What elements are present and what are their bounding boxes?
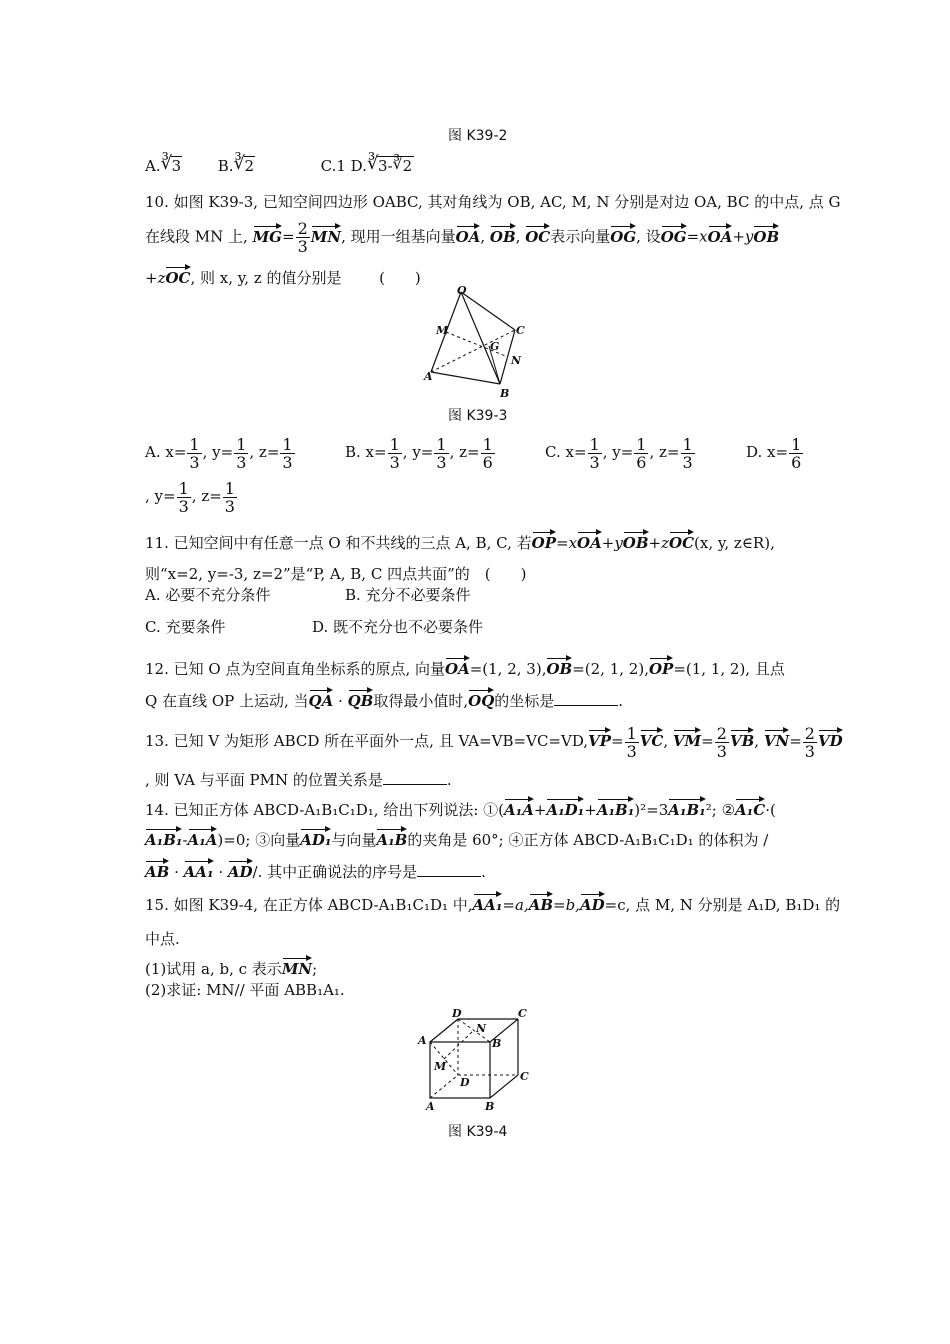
q10-answer-paren: ( ) — [379, 269, 421, 287]
q10-option-a: A. x= $\frac{1}{3}$ , y= $\frac{1}{3}$ , z= $\frac{1}{3}$ — [145, 434, 293, 472]
q14-line-1: 14. 已知正方体 ABCD-A₁B₁C₁D₁, 给出下列说法: ①(A₁A+A₁D₁+A₁B₁)²=3A₁B₁²; ②A₁C·( — [145, 797, 776, 820]
vector-oc-3: OC — [669, 530, 694, 551]
vector-vb: VB — [730, 728, 754, 749]
vector-oq: OQ — [468, 688, 494, 709]
q12-line-1: 12. 已知 O 点为空间直角坐标系的原点, 向量OA=(1, 2, 3),OB=(2, 1, 2),OP=(1, 1, 2), 且点 — [145, 656, 785, 679]
fig4-label-b1: B — [492, 1037, 502, 1050]
fig3-label-o: O — [457, 284, 467, 297]
fraction-two-thirds: $\frac{2}{3}$ — [297, 219, 308, 256]
vector-mn: MN — [311, 224, 341, 245]
vector-vc: VC — [640, 728, 664, 749]
q9-option-a-label: A. — [145, 157, 161, 175]
vector-a1a: A₁A — [504, 797, 534, 818]
vector-oa-2: OA — [708, 224, 733, 245]
vector-oc-2: OC — [165, 265, 190, 286]
vector-oa: OA — [456, 224, 481, 245]
fig3-label-a: A — [424, 370, 433, 383]
q11-option-c: C. 充要条件 — [145, 618, 226, 636]
q10-option-b: B. x= $\frac{1}{3}$ , y= $\frac{1}{3}$ , z= $\frac{1}{6}$ — [345, 434, 493, 472]
vector-aa1: AA₁ — [184, 859, 214, 880]
q14-answer-blank — [417, 862, 481, 877]
vector-ob-3: OB — [623, 530, 649, 551]
fig4-label-d1: D — [452, 1007, 462, 1020]
q10-option-d: D. x= $\frac{1}{6}$ — [746, 434, 802, 472]
q15-line-2: 中点. — [145, 930, 180, 948]
vector-ab: AB — [145, 859, 169, 880]
q15-part-1: (1)试用 a, b, c 表示MN; — [145, 956, 317, 979]
q11-line-1: 11. 已知空间中有任意一点 O 和不共线的三点 A, B, C, 若OP=xOA+yOB+zOC(x, y, z∈R), — [145, 530, 775, 553]
vector-aa1-2: AA₁ — [473, 892, 503, 913]
vector-qa: QA — [309, 688, 334, 709]
fig4-label-d: D — [460, 1076, 470, 1089]
vector-ab-2: AB — [529, 892, 553, 913]
q9-option-a-root: ∛ 3 — [160, 153, 182, 175]
fig4-label-n: N — [476, 1022, 487, 1035]
vector-a1b1: A₁B₁ — [597, 797, 634, 818]
vector-vn: VN — [764, 728, 789, 749]
q14-line-2: A₁B₁-A₁A)=0; ③向量AD₁与向量A₁B的夹角是 60°; ④正方体 ABCD-A₁B₁C₁D₁ 的体积为 / — [145, 827, 768, 850]
vector-ad: AD — [228, 859, 253, 880]
vector-ad-2: AD — [580, 892, 605, 913]
vector-a1d1: A₁D₁ — [546, 797, 584, 818]
vector-og: OG — [610, 224, 636, 245]
q10-option-c: C. x= $\frac{1}{3}$ , y= $\frac{1}{6}$ , z= $\frac{1}{3}$ — [545, 434, 693, 472]
vector-op-2: OP — [649, 656, 673, 677]
q12-line-2: Q 在直线 OP 上运动, 当QA · QB取得最小值时,OQ的坐标是 . — [145, 688, 623, 711]
q9-option-d-label: D. — [350, 157, 367, 175]
vector-a1b1-2: A₁B₁ — [668, 797, 705, 818]
vector-a1a-2: A₁A — [188, 827, 218, 848]
fig4-label-b: B — [485, 1100, 495, 1113]
q13-answer-blank — [383, 770, 447, 785]
vector-og-2: OG — [661, 224, 687, 245]
q9-option-c: C.1 — [320, 157, 346, 175]
vector-ob: OB — [490, 224, 516, 245]
q10-line-2: 在线段 MN 上, MG= $\frac{2}{3}$ MN, 现用一组基向量OA, OB, OC表示向量OG, 设OG=xOA+yOB — [145, 219, 780, 256]
fig3-label-b: B — [500, 387, 510, 400]
vector-oc: OC — [525, 224, 550, 245]
q9-options — [145, 153, 414, 176]
q15-part-2: (2)求证: MN// 平面 ABB₁A₁. — [145, 981, 345, 999]
vector-ob-2: OB — [753, 224, 779, 245]
figure-k39-4-cube — [414, 1004, 538, 1116]
vector-op: OP — [532, 530, 556, 551]
q12-answer-blank — [554, 691, 618, 706]
vector-a1c: A₁C — [735, 797, 765, 818]
q11-option-d: D. 既不充分也不必要条件 — [312, 618, 484, 636]
vector-oa-4: OA — [445, 656, 470, 677]
q10-line-3: +zOC, 则 x, y, z 的值分别是 ( ) — [145, 265, 421, 288]
q9-option-b-label: B. — [217, 157, 234, 175]
fig4-label-a1: A — [418, 1034, 427, 1047]
fig4-label-c1: C — [518, 1007, 527, 1020]
vector-mg: MG — [253, 224, 282, 245]
figure-caption-k39-2: 图 K39-2 — [448, 128, 508, 144]
q14-line-3: AB · AA₁ · AD/. 其中正确说法的序号是 . — [145, 859, 486, 882]
vector-vm: VM — [673, 728, 701, 749]
q11-option-a: A. 必要不充分条件 — [145, 586, 271, 604]
vector-ad1: AD₁ — [300, 827, 331, 848]
vector-mn-2: MN — [282, 956, 312, 977]
fig3-label-g: G — [490, 340, 500, 353]
fig3-label-n: N — [511, 354, 522, 367]
q11-line-2: 则“x=2, y=-3, z=2”是“P, A, B, C 四点共面”的 ( ) — [145, 565, 527, 583]
vector-a1b1-3: A₁B₁ — [145, 827, 182, 848]
vector-oa-3: OA — [577, 530, 602, 551]
q10-option-d-cont: , y= $\frac{1}{3}$ , z= $\frac{1}{3}$ — [145, 478, 235, 516]
fig4-label-m: M — [434, 1060, 447, 1073]
vector-ob-4: OB — [546, 656, 572, 677]
figure-k39-3-tetrahedron — [418, 284, 530, 402]
vector-qb: QB — [348, 688, 374, 709]
q11-option-b: B. 充分不必要条件 — [345, 586, 471, 604]
fig3-label-c: C — [516, 324, 525, 337]
vector-vd: VD — [818, 728, 843, 749]
figure-caption-k39-4: 图 K39-4 — [448, 1124, 508, 1140]
q13-line-1: 13. 已知 V 为矩形 ABCD 所在平面外一点, 且 VA=VB=VC=VD,VP= $\frac{1}{3}$ VC, VM= $\frac{2}{3}$ VB, VN= $\frac{2}{3}$ VD — [145, 723, 843, 761]
fig4-label-c: C — [520, 1070, 529, 1083]
figure-caption-k39-3: 图 K39-3 — [448, 408, 508, 424]
fig4-label-a: A — [426, 1100, 435, 1113]
fig3-label-m: M — [436, 324, 449, 337]
q13-line-2: , 则 VA 与平面 PMN 的位置关系是 . — [145, 771, 452, 789]
q10-line-1: 10. 如图 K39-3, 已知空间四边形 OABC, 其对角线为 OB, AC, M, N 分别是对边 OA, BC 的中点, 点 G — [145, 193, 841, 211]
q15-line-1: 15. 如图 K39-4, 在正方体 ABCD-A₁B₁C₁D₁ 中,AA₁=a,AB=b,AD=c, 点 M, N 分别是 A₁D, B₁D₁ 的 — [145, 892, 840, 915]
vector-a1b: A₁B — [376, 827, 407, 848]
vector-vp: VP — [588, 728, 611, 749]
q9-option-b-root: ∛ 2 — [233, 153, 255, 175]
q9-option-d-root: ∛ 3- ∛ 2 — [366, 153, 413, 175]
